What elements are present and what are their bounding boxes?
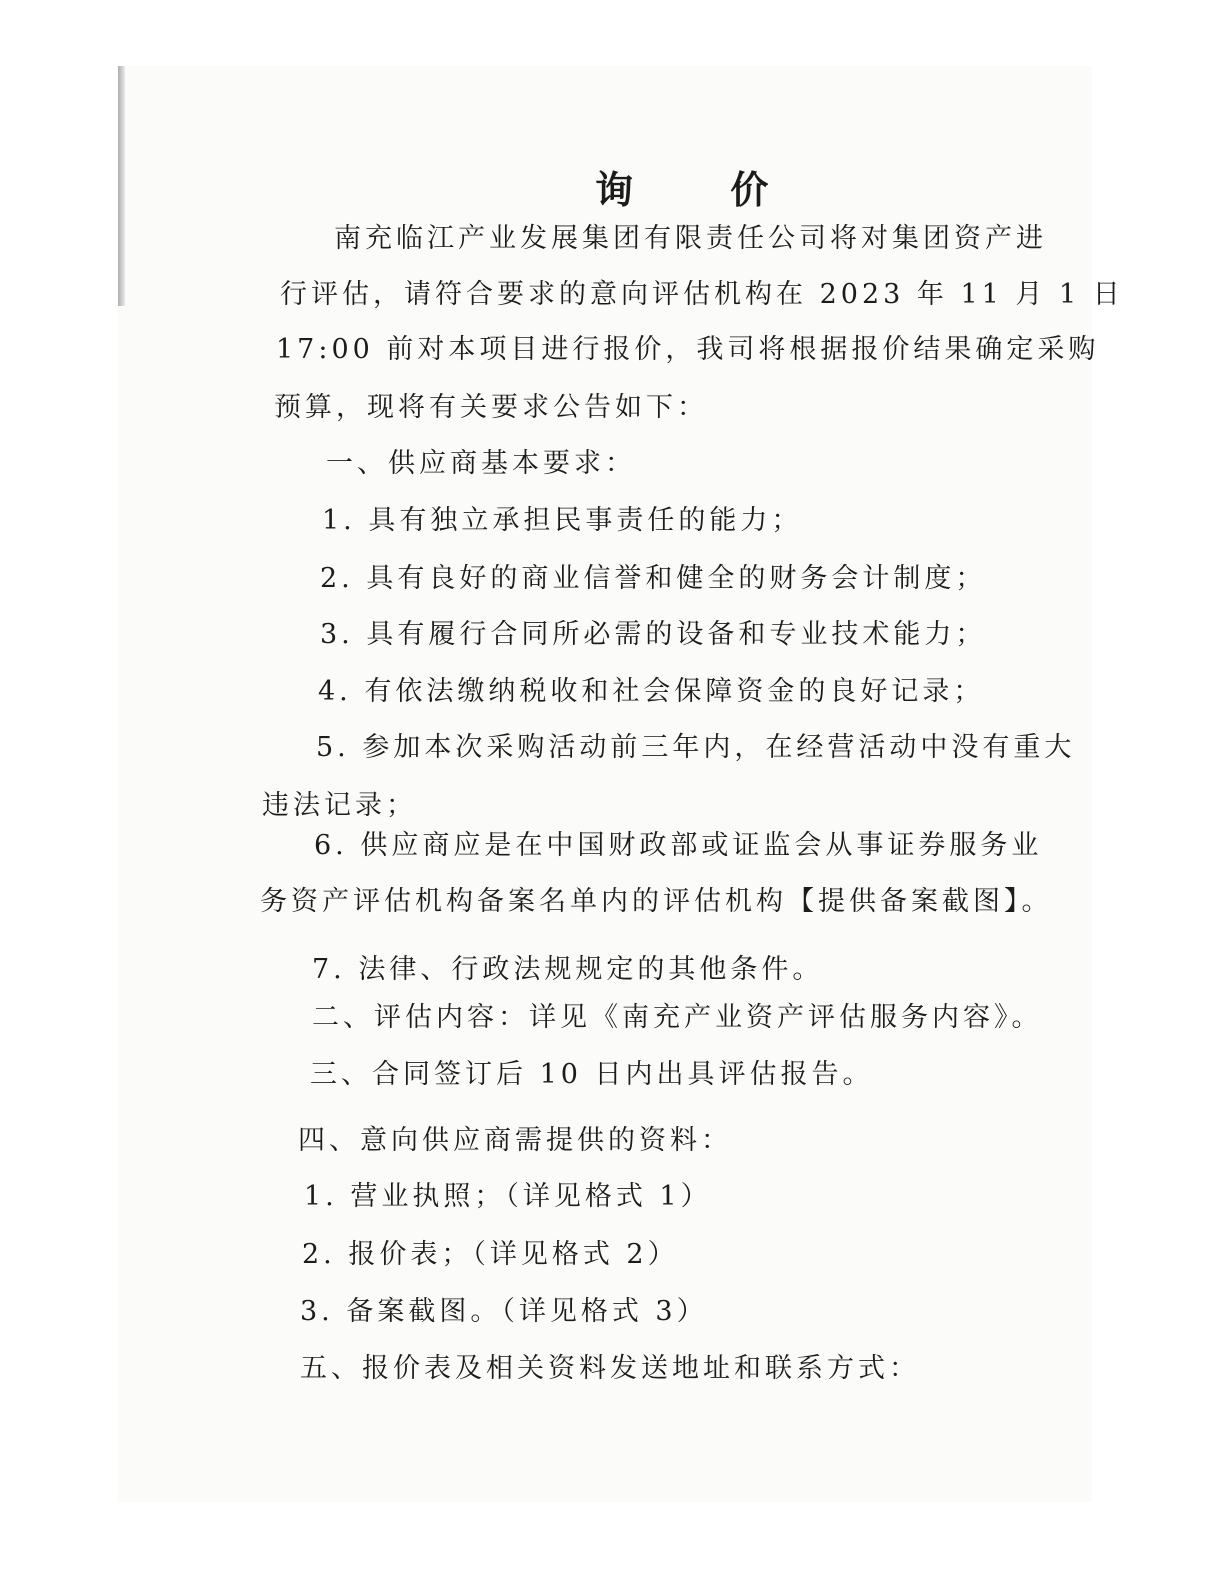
list-item: 7. 法律、行政法规规定的其他条件。 <box>312 954 824 985</box>
list-item: 1. 营业执照；（详见格式 1） <box>304 1181 712 1212</box>
list-item: 3. 备案截图。（详见格式 3） <box>300 1296 708 1327</box>
scan-edge-shadow <box>118 66 125 306</box>
list-item: 2. 具有良好的商业信誉和健全的财务会计制度； <box>320 563 987 594</box>
paragraph-line: 预算，现将有关要求公告如下： <box>274 392 708 423</box>
list-item: 2. 报价表；（详见格式 2） <box>302 1239 679 1270</box>
section-heading: 五、报价表及相关资料发送地址和联系方式： <box>300 1353 920 1384</box>
section-heading: 三、合同签订后 10 日内出具评估报告。 <box>310 1059 874 1090</box>
list-item: 5. 参加本次采购活动前三年内，在经营活动中没有重大 <box>316 732 1076 763</box>
list-item: 3. 具有履行合同所必需的设备和专业技术能力； <box>320 619 987 650</box>
list-item: 6. 供应商应是在中国财政部或证监会从事证券服务业 <box>314 830 1043 861</box>
list-item-continuation: 违法记录； <box>262 790 417 821</box>
paragraph-line: 南充临江产业发展集团有限责任公司将对集团资产进 <box>334 223 1047 254</box>
section-heading: 一、供应商基本要求： <box>326 448 636 479</box>
list-item-continuation: 务资产评估机构备案名单内的评估机构【提供备案截图】。 <box>260 886 1053 917</box>
list-item: 4. 有依法缴纳税收和社会保障资金的良好记录； <box>318 676 985 707</box>
section-heading: 二、评估内容：详见《南充产业资产评估服务内容》。 <box>312 1002 1043 1033</box>
document-title: 询 价 <box>595 168 811 212</box>
paragraph-line: 17:00 前对本项目进行报价，我司将根据报价结果确定采购 <box>276 334 1100 365</box>
paragraph-line: 行评估，请符合要求的意向评估机构在 2023 年 11 月 1 日 <box>280 279 1124 310</box>
section-heading: 四、意向供应商需提供的资料： <box>298 1125 732 1156</box>
list-item: 1. 具有独立承担民事责任的能力； <box>322 505 803 536</box>
